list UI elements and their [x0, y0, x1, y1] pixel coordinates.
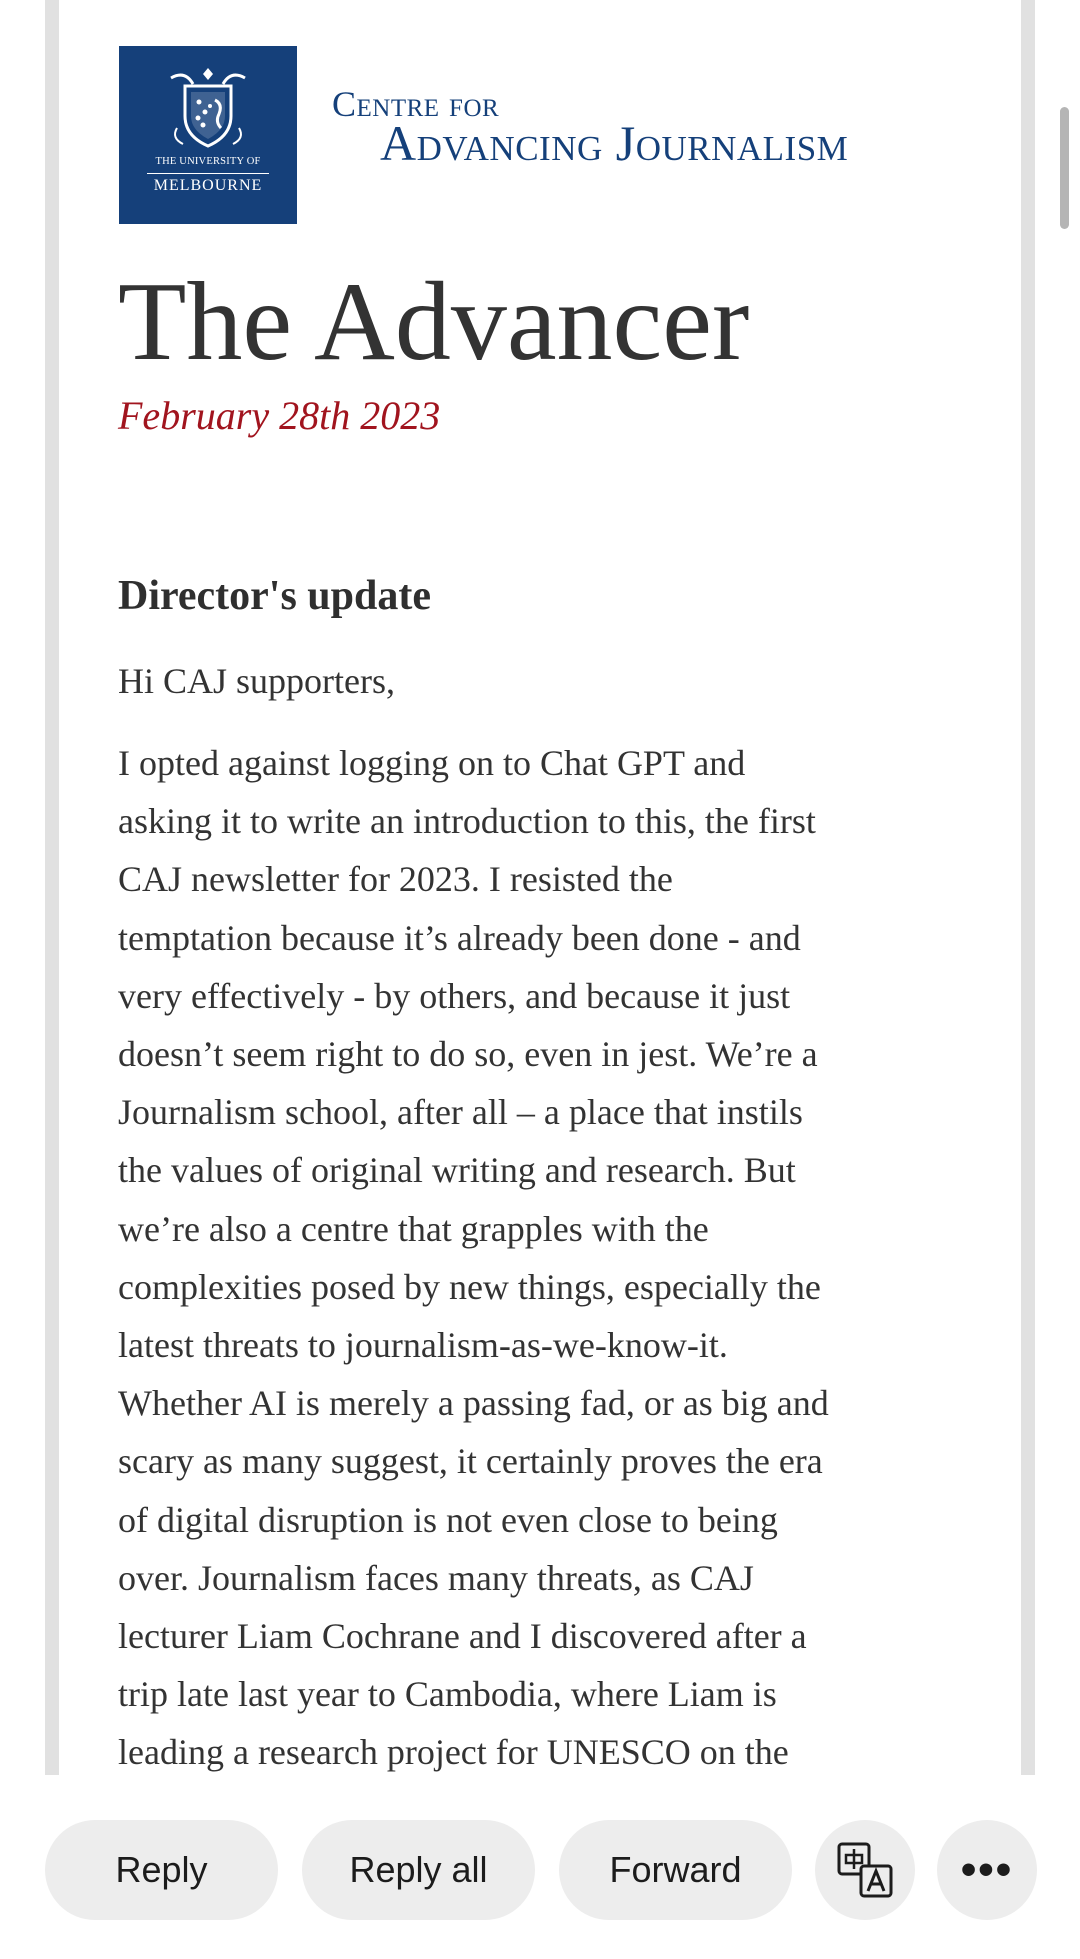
crest-icon: [163, 68, 253, 150]
body-text-line: very effectively - by others, and because it just: [118, 975, 791, 1016]
translate-icon: [835, 1840, 895, 1900]
body-text-line: doesn’t seem right to do so, even in jest. We’re a: [118, 1034, 818, 1075]
more-icon: •••: [960, 1845, 1014, 1894]
body-text-line: temptation because it’s already been done - and: [118, 917, 801, 958]
section-heading: Director's update: [118, 573, 432, 619]
body-text-line: over. Journalism faces many threats, as CAJ: [118, 1557, 754, 1598]
logo-divider: [147, 173, 269, 174]
centre-name-line2: Advancing Journalism: [380, 115, 849, 171]
body-text-line: lecturer Liam Cochrane and I discovered after a: [118, 1616, 807, 1657]
reply-button[interactable]: Reply: [45, 1820, 278, 1920]
more-button[interactable]: [937, 1820, 1037, 1920]
forward-button[interactable]: Forward: [559, 1820, 792, 1920]
body-text-line: the values of original writing and research. But: [118, 1150, 796, 1191]
body-text-line: of digital disruption is not even close to being: [118, 1499, 778, 1540]
newsletter-title: The Advancer: [118, 260, 750, 384]
body-text-line: Whether AI is merely a passing fad, or as big and: [118, 1383, 829, 1424]
body-text-line: CAJ newsletter for 2023. I resisted the: [118, 859, 673, 900]
body-text-line: trip late last year to Cambodia, where Liam is: [118, 1674, 777, 1715]
body-text-line: we’re also a centre that grapples with the: [118, 1208, 709, 1249]
greeting-text: Hi CAJ supporters,: [118, 661, 395, 701]
scrollbar-thumb[interactable]: [1060, 107, 1069, 229]
centre-name: [332, 84, 849, 171]
body-text-line: leading a research project for UNESCO on the: [118, 1732, 789, 1773]
body-text-line: Journalism school, after all – a place that instils: [118, 1092, 803, 1133]
email-action-bar: [0, 1775, 1080, 1959]
article-body: [118, 734, 968, 1782]
body-text-line: asking it to write an introduction to this, the first: [118, 801, 816, 842]
logo-text-line2: MELBOURNE: [153, 177, 263, 194]
body-text-line: latest threats to journalism-as-we-know-it.: [118, 1325, 728, 1366]
university-logo: [119, 46, 297, 224]
logo-text-line1: THE UNIVERSITY OF: [155, 156, 261, 167]
body-text-line: I opted against logging on to Chat GPT and: [118, 743, 746, 783]
newsletter-date: February 28th 2023: [118, 393, 441, 438]
reply-all-button[interactable]: Reply all: [302, 1820, 535, 1920]
body-text-line: scary as many suggest, it certainly proves the era: [118, 1441, 823, 1482]
translate-button[interactable]: [815, 1820, 915, 1920]
body-text-line: complexities posed by new things, especially the: [118, 1266, 821, 1307]
newsletter-header: [119, 46, 979, 224]
centre-name-line1: Centre for: [332, 84, 500, 124]
